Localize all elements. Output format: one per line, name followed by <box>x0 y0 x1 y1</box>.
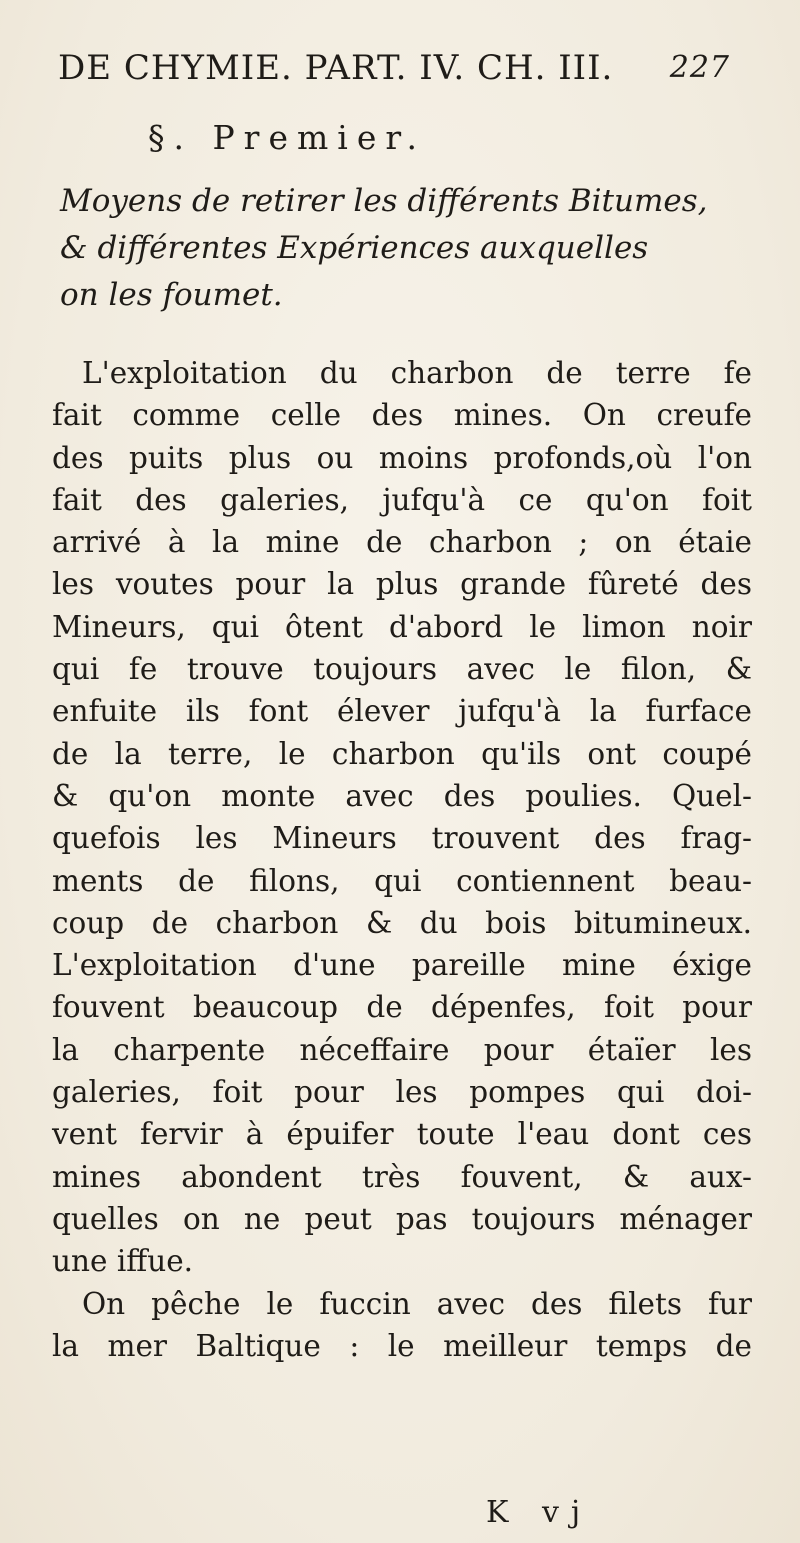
text-line: galeries, foit pour les pompes qui doi- <box>52 1075 752 1110</box>
text-line: une iffue. <box>52 1244 194 1279</box>
page-number: 227 <box>669 50 730 85</box>
body-text <box>52 352 752 1367</box>
text-line: fait des galeries, jufqu'à ce qu'on foit <box>52 482 752 517</box>
text-line: fouvent beaucoup de dépenfes, foit pour <box>52 990 752 1025</box>
text-line: enfuite ils font élever jufqu'à la furface <box>52 694 752 729</box>
text-line: fait comme celle des mines. On creufe <box>52 398 752 433</box>
text-line: arrivé à la mine de charbon ; on étaie <box>52 525 752 560</box>
section-subtitle <box>60 178 740 319</box>
text-line: coup de charbon & du bois bitumineux. <box>52 905 752 940</box>
text-line: la charpente néceffaire pour étaïer les <box>52 1032 752 1067</box>
section-heading: §. Premier. <box>148 118 427 157</box>
text-line: la mer Baltique : le meilleur temps de <box>52 1328 752 1363</box>
text-line: Mineurs, qui ôtent d'abord le limon noir <box>52 609 752 644</box>
running-head <box>58 48 730 88</box>
subtitle-line: on les foumet. <box>60 277 283 313</box>
text-line: ments de filons, qui contiennent beau- <box>52 863 752 898</box>
text-line: qui fe trouve toujours avec le filon, & <box>52 652 752 687</box>
text-line: des puits plus ou moins profonds,où l'on <box>52 440 752 475</box>
text-line: & qu'on monte avec des poulies. Quel- <box>52 778 752 813</box>
text-line: quelles on ne peut pas toujours ménager <box>52 1201 752 1236</box>
text-line: les voutes pour la plus grande fûreté des <box>52 567 752 602</box>
text-line: vent fervir à épuifer toute l'eau dont ces <box>52 1117 752 1152</box>
text-line: L'exploitation du charbon de terre fe <box>82 356 752 390</box>
text-line: mines abondent très fouvent, & aux- <box>52 1159 752 1194</box>
printer-signature-mark: K vj <box>486 1495 593 1530</box>
subtitle-line: Moyens de retirer les différents Bitumes, <box>60 183 708 219</box>
text-line: On pêche le fuccin avec des filets fur <box>82 1286 752 1321</box>
text-line: L'exploitation d'une pareille mine éxige <box>52 948 752 983</box>
text-line: quefois les Mineurs trouvent des frag- <box>52 821 752 856</box>
running-title: DE CHYMIE. PART. IV. CH. III. <box>58 48 614 88</box>
text-line: de la terre, le charbon qu'ils ont coupé <box>52 736 752 771</box>
subtitle-line: & différentes Expériences auxquelles <box>60 230 649 266</box>
